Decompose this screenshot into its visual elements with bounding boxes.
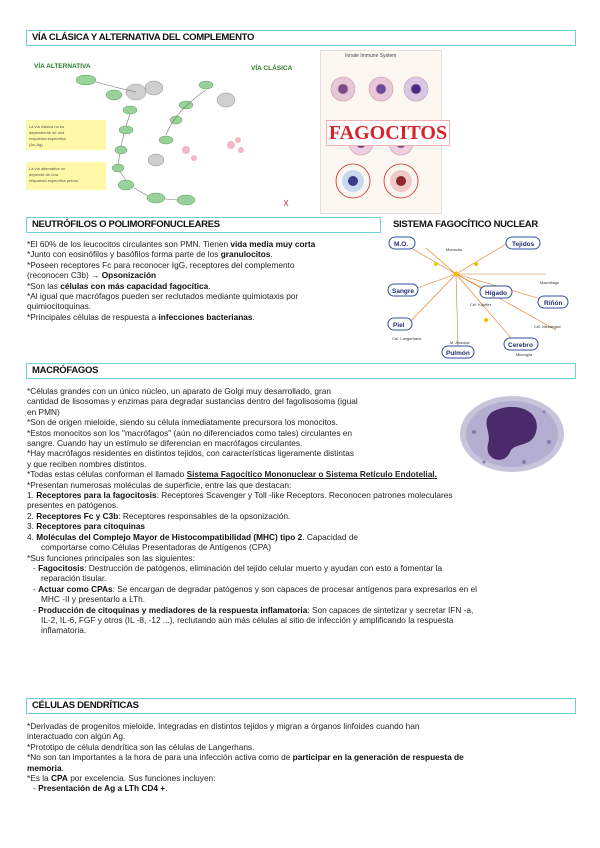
- node-sangre: Sangre: [392, 288, 415, 295]
- svg-text:dependiente de una: dependiente de una: [29, 130, 65, 135]
- node-rinon: Riñón: [544, 300, 563, 307]
- node-tejidos: Tejidos: [512, 241, 535, 248]
- node-piel: Piel: [393, 322, 405, 329]
- node-higado: Hígado: [485, 290, 508, 297]
- innate-title: Innate Immune System: [345, 53, 397, 59]
- neutro-line-3: *Poseen receptores Fc para reconocer IgG, receptores del complemento: [27, 259, 295, 270]
- section-header-dendriticas: CÉLULAS DENDRÍTICAS: [26, 698, 576, 714]
- node-pulmon: Pulmón: [446, 350, 470, 357]
- node-mo: M.O.: [394, 241, 409, 248]
- node-alveolar: M. Alveolar: [450, 340, 470, 345]
- dendriticas-text: *Derivadas de progenitos mieloide. Integradas en distintos tejidos y migran a órganos linfoides cuando han interactuado con algún Ag. *Prototipo de célula dendrítica son las células de Langerhans. *No son tan importantes a la hora de para una infección activa como de participar en la generación de respuesta de memoria. *Es la CPA por excelencia. Sus funciones incluyen: - Presentación de Ag a LTh CD4 +.: [27, 721, 464, 794]
- node-microglia: Microglía: [516, 352, 533, 357]
- svg-text:La vía alternativa no: La vía alternativa no: [29, 166, 66, 171]
- node-langerhans: Cél. Langerhans: [392, 336, 422, 341]
- node-macrofago: Macrófago: [540, 280, 559, 285]
- neutro-line-8: *Principales células de respuesta a infecciones bacterianas.: [27, 311, 255, 322]
- node-kupffer: Cél. Kupffer: [470, 302, 492, 307]
- section-header-complemento: VÍA CLÁSICA Y ALTERNATIVA DEL COMPLEMENTO: [26, 30, 576, 46]
- alt-path-label: VÍA ALTERNATIVA: [34, 63, 91, 70]
- neutro-line-7: quimiocitoquinas.: [27, 301, 92, 312]
- neutro-line-2: *Junto con eosinófilos y basófilos forma parte de los granulocitos.: [27, 249, 273, 260]
- macrofagos-text: *Células grandes con un único núcleo, un aparato de Golgi muy desarrollado, gran cantidad de lisosomas y enzimas para degradar sustancias dentro del fagolisosoma (igual en PMN) *Son de origen mieloide, siendo su célula inmediatamente precursora los monocitos. *Estos monocitos son los "macrófagos" (aún no diferenciados como tales) circulantes en sangre. Cuando hay un estímulo se diferencian en macrófagos circulantes. *Hay macrófagos residentes en distintos tejidos, con características ligeramente distintas y que reciben nombres distintos. *Todas estas células conforman el llamado Sistema Fagocítico Mononuclear o Sistema Retículo Endotelial. *Presentan numerosas moléculas de superficie, entre las que destacan: 1. Receptores para la fagocitosis: Receptores Scavenger y Toll -like Receptors. Reconocen patrones moleculares presentes en patógenos. 2. Receptores Fc y C3b: Receptores responsables de la opsonización. 3. Receptores para citoquinas 4. Moléculas del Complejo Mayor de Histocompatibilidad (MHC) tipo 2. Capacidad de comportarse como Células Presentadoras de Antígenos (CPA) *Sus funciones principales son las siguientes: - Fagocitosis: Destrucción de patógenos, eliminación del tejido celular muerto y ayudan con esto a fomentar la reparación tisular. - Actuar como CPAs: Se encargan de degradar patógenos y son capaces de procesar antígenos para expresarlos en el MHC -II y presentarlo a LTh. - Producción de citoquinas y mediadores de la respuesta inflamatoria: Son capaces de sintetizar y secretar IFN -a, IL-2, IL-6, FGF y otros (IL -8, -12 ...), reclutando aún más células al sitio de infección y amplificando la respuesta inflamatoria.: [27, 386, 478, 636]
- complement-pathway-figure: [26, 50, 316, 212]
- node-cerebro: Cerebro: [508, 342, 533, 349]
- svg-text:depende de una: depende de una: [29, 172, 58, 177]
- neutrofilos-text: [27, 239, 382, 322]
- svg-text:respuesta específica previa.: respuesta específica previa.: [29, 178, 79, 183]
- svg-text:respuesta específica: respuesta específica: [29, 136, 66, 141]
- svg-text:(Ac-Ag).: (Ac-Ag).: [29, 142, 44, 147]
- fagocitos-title: FAGOCITOS: [326, 120, 450, 146]
- sistema-fagocitico-diagram: [386, 234, 574, 360]
- neutro-line-6: *Al igual que macrófagos pueden ser reclutados mediante quimiotaxis por: [27, 291, 299, 302]
- neutro-line-1: *El 60% de los leucocitos circulantes son PMN. Tienen vida media muy corta: [27, 239, 316, 249]
- neutro-line-5: *Son las células con más capacidad fagocítica.: [27, 280, 211, 291]
- neutro-line-4: (reconocen C3b) → Opsonización: [27, 270, 157, 281]
- section-header-sistema-fagocitico: SISTEMA FAGOCÍTICO NUCLEAR: [387, 217, 570, 233]
- svg-text:La vía clásica no es: La vía clásica no es: [29, 124, 65, 129]
- section-header-neutrofilos: NEUTRÓFILOS O POLIMORFONUCLEARES: [26, 217, 381, 233]
- clas-path-label: VÍA CLÁSICA: [251, 65, 293, 72]
- node-monocito: Monocito: [446, 247, 463, 252]
- node-mesangial: Cél. Mesangial: [534, 324, 561, 329]
- section-header-macrofagos: MACRÓFAGOS: [26, 363, 576, 379]
